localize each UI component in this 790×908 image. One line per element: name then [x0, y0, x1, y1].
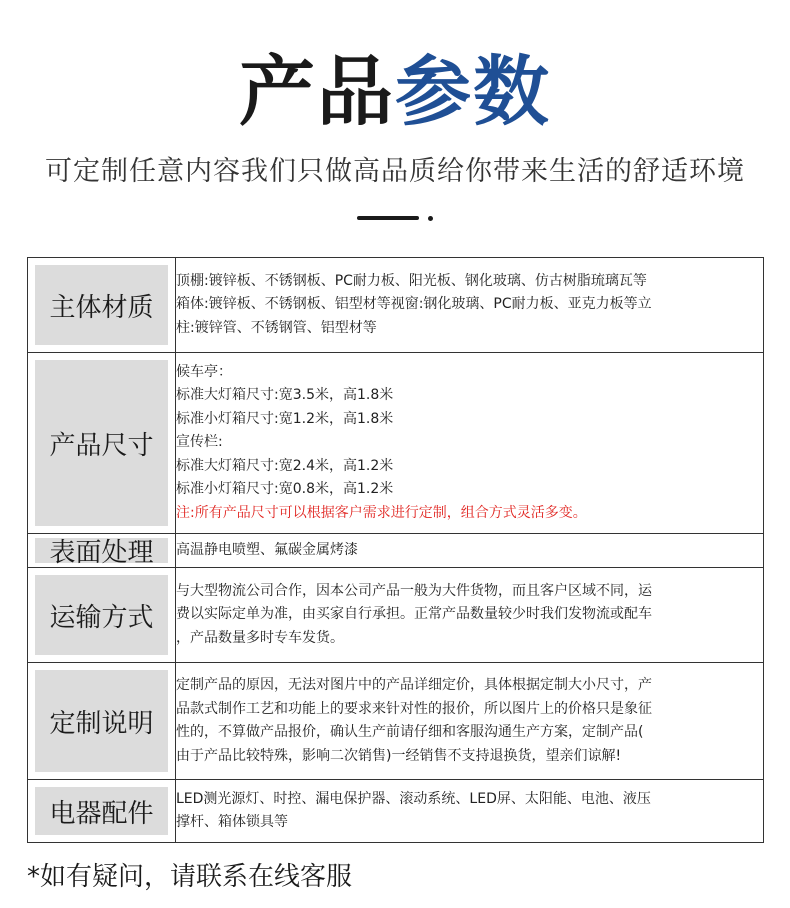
content-line: 标准小灯箱尺寸:宽0.8米，高1.2米	[176, 481, 394, 498]
row-label-material: 主体材质	[35, 265, 168, 345]
spec-row-electrical	[28, 780, 764, 843]
page-title	[0, 44, 790, 140]
decorative-line	[357, 216, 419, 220]
row-label-size: 产品尺寸	[35, 360, 168, 526]
content-line: 候车亭：	[176, 363, 232, 380]
row-label-electrical: 电器配件	[35, 787, 168, 835]
row-content-size	[176, 353, 764, 534]
title-part-product: 产品	[239, 47, 395, 136]
row-label-surface: 表面处理	[35, 538, 168, 563]
size-note: 注:所有产品尺寸可以根据客户需求进行定制，组合方式灵活多变。	[176, 504, 587, 521]
content-line: 箱体:镀锌板、不锈钢板、铝型材等视窗:钢化玻璃、PC耐力板、亚克力板等立	[176, 296, 652, 313]
spec-row-surface	[28, 534, 764, 568]
row-content-electrical	[176, 780, 764, 843]
content-line: ，产品数量多时专车发货。	[176, 629, 344, 646]
content-line: 费以实际定单为准，由买家自行承担。正常产品数量较少时我们发物流或配车	[176, 606, 652, 623]
content-line: 柱:镀锌管、不锈钢管、铝型材等	[176, 319, 377, 336]
content-line: 与大型物流公司合作，因本公司产品一般为大件货物，而且客户区域不同，运	[176, 582, 652, 599]
spec-row-material	[28, 258, 764, 353]
row-content-customization	[176, 663, 764, 780]
spec-row-size	[28, 353, 764, 534]
row-content-material	[176, 258, 764, 353]
content-line: 高温静电喷塑、氟碳金属烤漆	[176, 541, 358, 558]
row-label-shipping: 运输方式	[35, 575, 168, 655]
row-content-shipping	[176, 568, 764, 663]
content-line: 宣传栏:	[176, 434, 223, 451]
spec-table	[27, 257, 764, 843]
spec-row-customization	[28, 663, 764, 780]
content-line: 标准大灯箱尺寸:宽3.5米，高1.8米	[176, 387, 394, 404]
title-part-params: 参数	[395, 47, 551, 136]
spec-row-shipping	[28, 568, 764, 663]
content-line: 性的，不算做产品报价，确认生产前请仔细和客服沟通生产方案，定制产品(	[176, 724, 644, 740]
content-line: 定制产品的原因，无法对图片中的产品详细定价，具体根据定制大小尺寸，产	[176, 677, 652, 693]
decorative-dot	[428, 216, 433, 221]
content-line: 由于产品比较特殊，影响二次销售)一经销售不支持退换货，望亲们谅解!	[176, 747, 622, 764]
subtitle: 可定制任意内容我们只做高品质给你带来生活的舒适环境	[45, 156, 745, 187]
content-line: 标准小灯箱尺寸:宽1.2米，高1.8米	[176, 410, 394, 427]
contact-note: *如有疑问，请联系在线客服	[27, 862, 353, 892]
content-line: 撑杆、箱体锁具等	[176, 814, 288, 830]
content-line: LED测光源灯、时控、漏电保护器、滚动系统、LED屏、太阳能、电池、液压	[176, 790, 651, 807]
content-line: 顶棚:镀锌板、不锈钢板、PC耐力板、阳光板、钢化玻璃、仿古树脂琉璃瓦等	[176, 272, 647, 289]
row-content-surface	[176, 534, 764, 568]
content-line: 标准大灯箱尺寸:宽2.4米，高1.2米	[176, 457, 394, 474]
row-label-customization: 定制说明	[35, 670, 168, 772]
content-line: 品款式制作工艺和功能上的要求来针对性的报价，所以图片上的价格只是象征	[176, 700, 652, 717]
